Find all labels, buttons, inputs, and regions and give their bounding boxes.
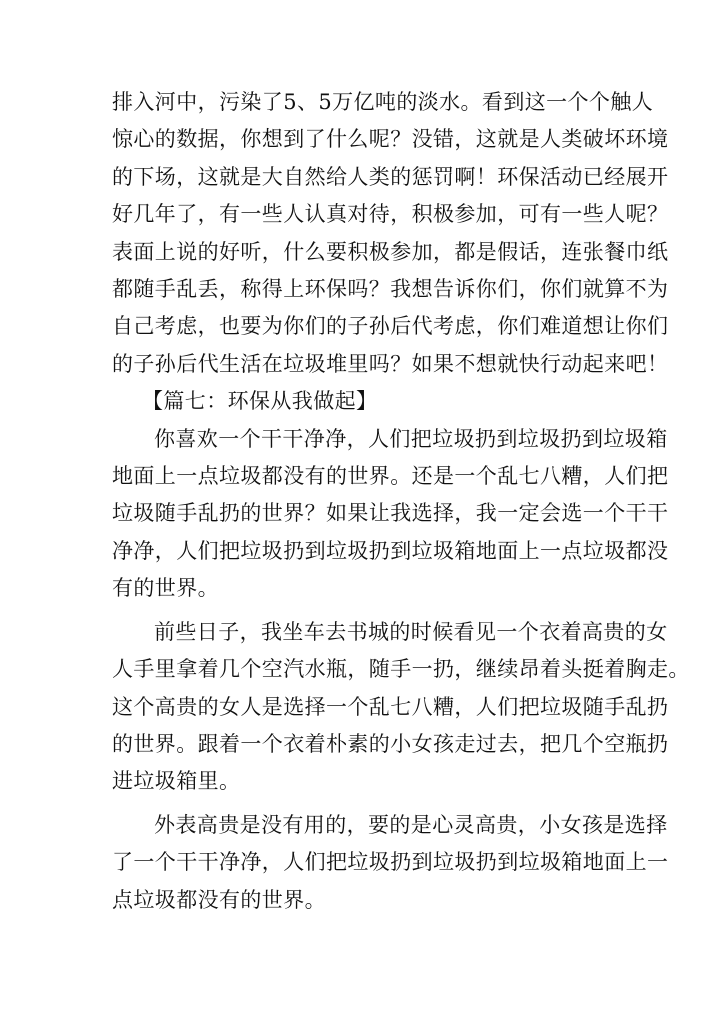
text-line: 有的世界。 (112, 576, 219, 601)
text-line: 自己考虑，也要为你们的子孙后代考虑，你们难道想让你们 (112, 314, 669, 339)
paragraph-continued (112, 84, 669, 383)
text-line: 了一个干干净净，人们把垃圾扔到垃圾扔到垃圾箱地面上一 (112, 850, 669, 875)
section-heading: 【篇七：环保从我做起】 (142, 389, 378, 414)
text-line: 进垃圾箱里。 (112, 769, 241, 794)
document-body (112, 84, 690, 919)
text-line: 好几年了，有一些人认真对待，积极参加，可有一些人呢？ (112, 202, 669, 227)
text-line: 排入河中，污染了5、5万亿吨的淡水。看到这一个个触人 (112, 90, 654, 114)
paragraph-3 (112, 807, 669, 919)
text-line: 表面上说的好听，什么要积极参加，都是假话，连张餐巾纸 (112, 239, 669, 264)
text-line: 这个高贵的女人是选择一个乱七八糟，人们把垃圾随手乱扔 (112, 694, 669, 719)
text-line: 都随手乱丢，称得上环保吗？我想告诉你们，你们就算不为 (112, 277, 669, 302)
text-line: 点垃圾都没有的世界。 (112, 887, 326, 912)
text-line: 惊心的数据，你想到了什么呢？没错，这就是人类破坏环境 (112, 127, 669, 152)
text-line: 外表高贵是没有用的，要的是心灵高贵，小女孩是选择 (154, 812, 668, 837)
text-line: 你喜欢一个干干净净，人们把垃圾扔到垃圾扔到垃圾箱 (154, 426, 668, 451)
text-line: 的子孙后代生活在垃圾堆里吗？如果不想就快行动起来吧！ (112, 351, 669, 376)
text-line: 地面上一点垃圾都没有的世界。还是一个乱七八糟，人们把 (112, 464, 669, 489)
text-line: 的世界。跟着一个衣着朴素的小女孩走过去，把几个空瓶扔 (112, 731, 669, 756)
text-line: 垃圾随手乱扔的世界？如果让我选择，我一定会选一个干干 (112, 501, 669, 526)
text-line: 净净，人们把垃圾扔到垃圾扔到垃圾箱地面上一点垃圾都没 (112, 538, 669, 563)
paragraph-2 (112, 614, 690, 801)
text-line: 的下场，这就是大自然给人类的惩罚啊！环保活动已经展开 (112, 164, 669, 189)
text-line: 人手里拿着几个空汽水瓶，随手一扔，继续昂着头挺着胸走。 (112, 657, 690, 682)
paragraph-1 (112, 421, 669, 608)
text-line: 前些日子，我坐车去书城的时候看见一个衣着高贵的女 (154, 619, 668, 644)
